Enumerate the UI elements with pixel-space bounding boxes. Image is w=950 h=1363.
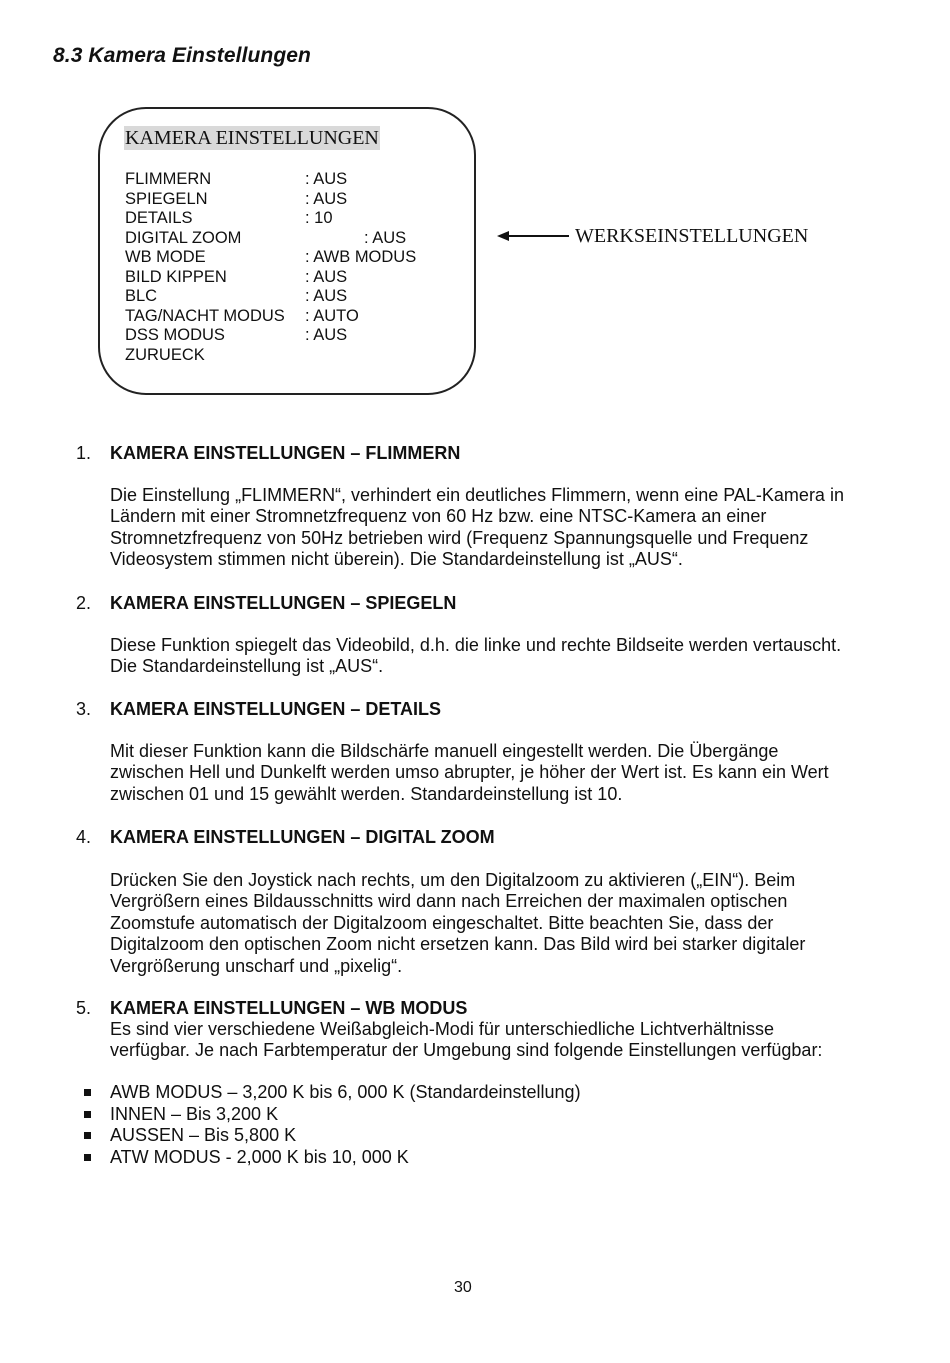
- menu-title: KAMERA EINSTELLUNGEN: [125, 127, 379, 149]
- section-paragraph: Es sind vier verschiedene Weißabgleich-Modi für unterschiedliche Lichtverhältnisse verfügbar. Je nach Farbtemperatur der Umgebung sind folgende Einstellungen verfügbar:: [110, 1019, 823, 1061]
- section-number: 1.: [76, 443, 92, 463]
- menu-label-dss-modus: DSS MODUS: [125, 326, 225, 344]
- menu-value-spiegeln: : AUS: [305, 189, 348, 208]
- section-heading: 8.3 Kamera Einstellungen: [53, 44, 311, 67]
- section-title: KAMERA EINSTELLUNGEN – DIGITAL ZOOM: [110, 827, 495, 847]
- section-title: KAMERA EINSTELLUNGEN – FLIMMERN: [110, 443, 461, 463]
- arrow-left-icon: [497, 229, 569, 243]
- menu-label-digital-zoom: DIGITAL ZOOM: [125, 228, 242, 247]
- section-number: 2.: [76, 593, 92, 613]
- menu-value-dss-modus: : AUS: [305, 326, 348, 344]
- menu-value-details: : 10: [305, 209, 333, 227]
- menu-label-zurueck: ZURUECK: [125, 345, 205, 364]
- factory-settings-label: WERKSEINSTELLUNGEN: [575, 225, 809, 247]
- bullet-icon: [84, 1132, 91, 1139]
- section-paragraph: Diese Funktion spiegelt das Videobild, d.h. die linke und rechte Bildseite werden vertauscht. Die Standardeinstellung ist „AUS“.: [110, 635, 842, 677]
- section-number: 3.: [76, 699, 92, 719]
- section-number: 4.: [76, 827, 92, 847]
- menu-label-blc: BLC: [125, 287, 158, 305]
- page-number: 30: [454, 1279, 472, 1296]
- menu-label-bild-kippen: BILD KIPPEN: [125, 267, 227, 286]
- section-paragraph: Drücken Sie den Joystick nach rechts, um den Digitalzoom zu aktivieren („EIN“). Beim Vergrößern eines Bildausschnitts wird dann nach Erreichen der maximalen optischen Zoomstufe automatisch der Digitalzoom eingeschaltet. Bitte beachten Sie, dass der Digitalzoom den optischen Zoom nicht ersetzen kann. Das Bild wird bei starker digitaler Vergrößerung unscharf und „pixelig“.: [110, 870, 806, 976]
- bullet-icon: [84, 1154, 91, 1161]
- menu-label-spiegeln: SPIEGELN: [125, 189, 208, 208]
- menu-label-wb-mode: WB MODE: [125, 248, 206, 266]
- section-paragraph: Die Einstellung „FLIMMERN“, verhindert ein deutliches Flimmern, wenn eine PAL-Kamera in Ländern mit einer Stromnetzfrequenz von 60 Hz bzw. eine NTSC-Kamera an einer Stromnetzfrequenz von 50Hz betrieben wird (Frequenz Spannungsquelle und Frequenz Videosystem stimmen nicht überein). Die Standardeinstellung ist „AUS“.: [110, 485, 844, 570]
- list-item: INNEN – Bis 3,200 K: [110, 1104, 279, 1124]
- menu-label-flimmern: FLIMMERN: [125, 170, 212, 188]
- menu-value-bild-kippen: : AUS: [305, 267, 348, 286]
- menu-value-flimmern: : AUS: [305, 170, 348, 188]
- section-title: KAMERA EINSTELLUNGEN – WB MODUS: [110, 998, 468, 1018]
- list-item: ATW MODUS - 2,000 K bis 10, 000 K: [110, 1147, 409, 1167]
- menu-label-details: DETAILS: [125, 209, 193, 227]
- section-number: 5.: [76, 998, 92, 1018]
- bullet-icon: [84, 1089, 91, 1096]
- menu-value-digital-zoom: : AUS: [364, 228, 407, 247]
- menu-value-tag-nacht: : AUTO: [305, 306, 359, 325]
- bullet-icon: [84, 1111, 91, 1118]
- menu-value-wb-mode: : AWB MODUS: [305, 248, 417, 266]
- menu-label-tag-nacht: TAG/NACHT MODUS: [125, 306, 285, 325]
- list-item: AWB MODUS – 3,200 K bis 6, 000 K (Standardeinstellung): [110, 1082, 581, 1102]
- list-item: AUSSEN – Bis 5,800 K: [110, 1125, 297, 1145]
- section-title: KAMERA EINSTELLUNGEN – SPIEGELN: [110, 593, 457, 613]
- menu-value-blc: : AUS: [305, 287, 348, 305]
- section-title: KAMERA EINSTELLUNGEN – DETAILS: [110, 699, 442, 719]
- section-paragraph: Mit dieser Funktion kann die Bildschärfe manuell eingestellt werden. Die Übergänge zwischen Hell und Dunkelft werden umso abrupter, je höher der Wert ist. Es kann ein Wert zwischen 01 und 15 gewählt werden. Standardeinstellung ist 10.: [110, 741, 829, 804]
